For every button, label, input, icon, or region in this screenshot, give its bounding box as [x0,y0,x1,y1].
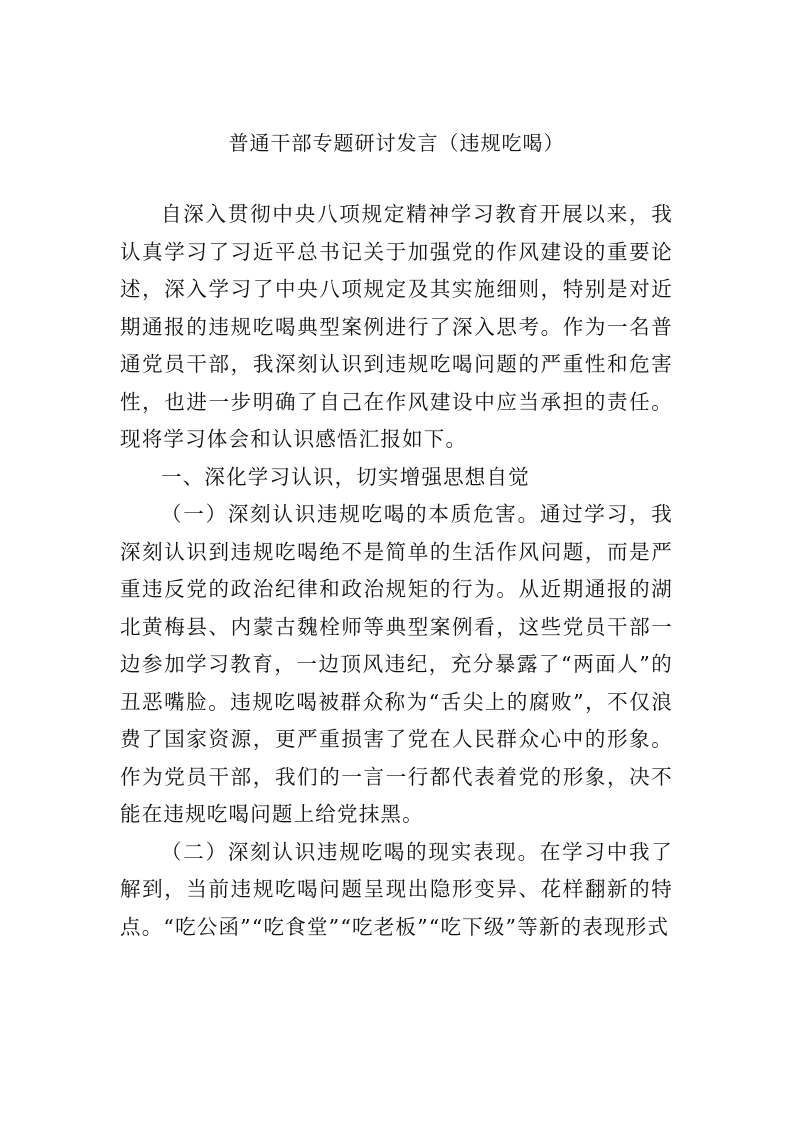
document-body [120,196,673,946]
subsection-paragraph-2: （二）深刻认识违规吃喝的现实表现。在学习中我了解到，当前违规吃喝问题呈现出隐形变异、花样翻新的特点。“吃公函”“吃食堂”“吃老板”“吃下级”等新的表现形式 [120,839,673,939]
subsection-paragraph-1: （一）深刻认识违规吃喝的本质危害。通过学习，我深刻认识到违规吃喝绝不是简单的生活作风问题，而是严重违反党的政治纪律和政治规矩的行为。从近期通报的湖北黄梅县、内蒙古魏栓师等典型案例看，这些党员干部一边参加学习教育，一边顶风违纪，充分暴露了“两面人”的丑恶嘴脸。违规吃喝被群众称为“舌尖上的腐败”，不仅浪费了国家资源，更严重损害了党在人民群众心中的形象。作为党员干部，我们的一言一行都代表着党的形象，决不能在违规吃喝问题上给党抹黑。 [120,502,673,826]
section-heading-1: 一、深化学习认识，切实增强思想自觉 [161,464,530,489]
document-title: 普通干部专题研讨发言（违规吃喝） [228,131,565,155]
intro-paragraph: 自深入贯彻中央八项规定精神学习教育开展以来，我认真学习了习近平总书记关于加强党的作风建设的重要论述，深入学习了中央八项规定及其实施细则，特别是对近期通报的违规吃喝典型案例进行了深入思考。作为一名普通党员干部，我深刻认识到违规吃喝问题的严重性和危害性，也进一步明确了自己在作风建设中应当承担的责任。现将学习体会和认识感悟汇报如下。 [120,202,673,451]
